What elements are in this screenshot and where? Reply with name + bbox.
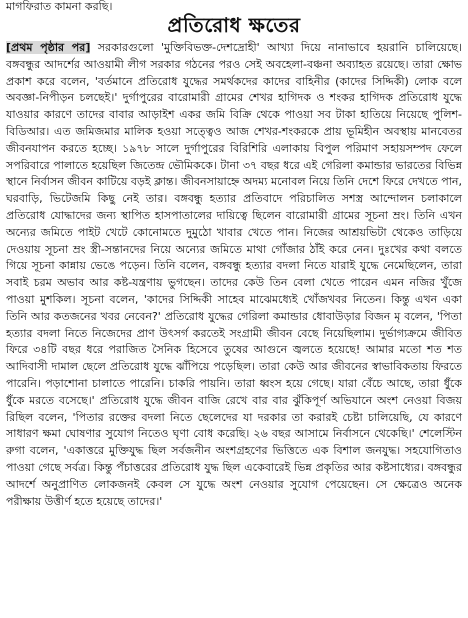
article-body-text: সরকারগুলো 'মুক্তিবিভক্ত-দেশদ্রোহী' আখ্যা দিয়ে নানাভাবে হয়রানি চালিয়েছে। বঙ্গবন্ধুর আদর্শের আওয়ামী লীগ সরকার গঠনের পরও সেই অবহেলা-বঞ্চনা অব্যাহত রয়েছে। তারা ক্ষোভ প্রকাশ করে বলেন, 'বর্তমানে প্রতিরোধ যুদ্ধের সমর্থকদের কাদের বাহিনীর (কাদের সিদ্দিকী) লোক বলে অবজ্ঞা-নিপীড়ন চলছেই।' দুর্গাপুরের বারোমারী গ্রামের শেখর হাগিদক ও শংকর হাগিদক প্রতিরোধ যুদ্ধে যাওয়ার কারণে তাদের বাবার আড়াইশ একর জমি বিক্রি থেকে পাওয়া সব টাকা হাতিয়ে নিয়েছে পুলিশ-বিডিআর। এত জমিজমার মালিক হওয়া সত্ত্বেও আজ শেখর-শংকরকে প্রায় ভূমিহীন অবস্থায় মানবেতর জীবনযাপন করতে হচ্ছে। ১৯৭৮ সালে দুর্গাপুরের বিরিশিরি এলাকায় বিপুল পরিমাণ সহায়সম্পদ ফেলে সপরিবারে পালাতে হয়েছিল জিতেন্দ্র ভৌমিককে। টানা ৩৭ বছর ধরে এই গেরিলা কমান্ডার ভারতের বিভিন্ন স্থানে নির্বাসন জীবন কাটিয়ে বড়ই ক্লান্ত। জীবনসায়াহ্নে অদম্য মনোবল নিয়ে তিনি দেশে ফিরে দেখতে পান, ঘরবাড়ি, ভিটেজমি কিছু নেই তার। বঙ্গবন্ধু হত্যার প্রতিবাদে পরিচালিত সশস্ত্র আন্দোলন চলাকালে প্রতিরোধ যোদ্ধাদের জন্য স্থাপিত হাসপাতালের দায়িত্বে ছিলেন বারোমারী গ্রামের সূচনা ম্রং। তিনি এখন অন্যের জমিতে পাইট খেটে কোনোমতে দুমুঠো খাবার খেতে পান। নিজের আশ্রয়ভিটা থেকেও তাড়িয়ে দেওয়ায় সূচনা ম্রং স্ত্রী-সন্তানদের নিয়ে অন্যের জমিতে মাথা গোঁজার ঠাঁই করে নেন। দুঃখের কথা বলতে গিয়ে সূচনা কান্নায় ভেঙে পড়েন। তিনি বলেন, বঙ্গবন্ধু হত্যার বদলা নিতে যারাই যুদ্ধে নেমেছিলেন, তারা সবাই চরম অভাব আর কষ্ট-যন্ত্রণায় ভুগছেন। তাদের কেউ তিন বেলা খেতে পারেন এমন নজির খুঁজে পাওয়া মুশকিল। সূচনা বলেন, 'কাদের সিদ্দিকী সাহেব মাঝেমধ্যেই খোঁজখবর নিতেন। কিন্তু এখন একা তিনি আর কতজনের খবর নেবেন?' প্রতিরোধ যুদ্ধের গেরিলা কমান্ডার ধোবাউড়ার বিজন মৃ বলেন, 'পিতা হত্যার বদলা নিতে নিজেদের প্রাণ উৎসর্গ করতেই সংগ্রামী জীবন বেছে নিয়েছিলাম। দুর্ভাগ্যক্রমে জীবিত ফিরে ৩৪টি বছর ধরে পরাজিত সৈনিক হিসেবে তুষের আগুনে জ্বলতে হয়েছে! আমার মতো শত শত আদিবাসী দামাল ছেলে প্রতিরোধ যুদ্ধে ঝাঁপিয়ে পড়েছিল। তারা কেউ আর জীবনের স্বাভাবিকতায় ফিরতে পারেনি। পড়াশোনা চালাতে পারেনি। চাকরি পায়নি। তারা ধ্বংস হয়ে গেছে। যারা বেঁচে আছে, তারা ধুঁকে ধুঁকে মরতে বসেছে।' প্রতিরোধ যুদ্ধে জীবন বাজি রেখে বার বার ঝুঁকিপূর্ণ অভিযানে অংশ নেওয়া বিজয় রিছিল বলেন, 'পিতার রক্তের বদলা নিতে ছেলেদের যা দরকার তা করারই চেষ্টা চালিয়েছি, যে কারণে সাধারণ ক্ষমা ঘোষণার সুযোগ নিতেও ঘৃণা বোধ করেছি। ২৬ বছর আসামে নির্বাসনে থেকেছি।' শেলেস্টিন রুগা বলেন, 'একাত্তরে মুক্তিযুদ্ধ ছিল সর্বজনীন অংশগ্রহণের ভিত্তিতে এক বিশাল জনযুদ্ধ। সহযোগিতাও পাওয়া গেছে সর্বত্র। কিন্তু পঁচাত্তরের প্রতিরোধ যুদ্ধ ছিল একেবারেই ভিন্ন প্রকৃতির আর কষ্টসাধ্যের। বঙ্গবন্ধুর আদর্শে অনুপ্রাণিত লোকজনই কেবল সে যুদ্ধে অংশ নেওয়ার সুযোগ পেয়েছেন। সে ক্ষেত্রেও অনেক পরীক্ষায় উত্তীর্ণ হতে হয়েছে তাদের।' xyxy=(6,41,462,508)
article-body xyxy=(6,40,462,510)
article-headline: প্রতিরোধ ক্ষতের xyxy=(167,13,301,37)
previous-article-tail: মাগফিরাত কামনা করছি। xyxy=(6,0,113,13)
continued-from-label: [প্রথম পৃষ্ঠার পর] xyxy=(6,41,91,54)
